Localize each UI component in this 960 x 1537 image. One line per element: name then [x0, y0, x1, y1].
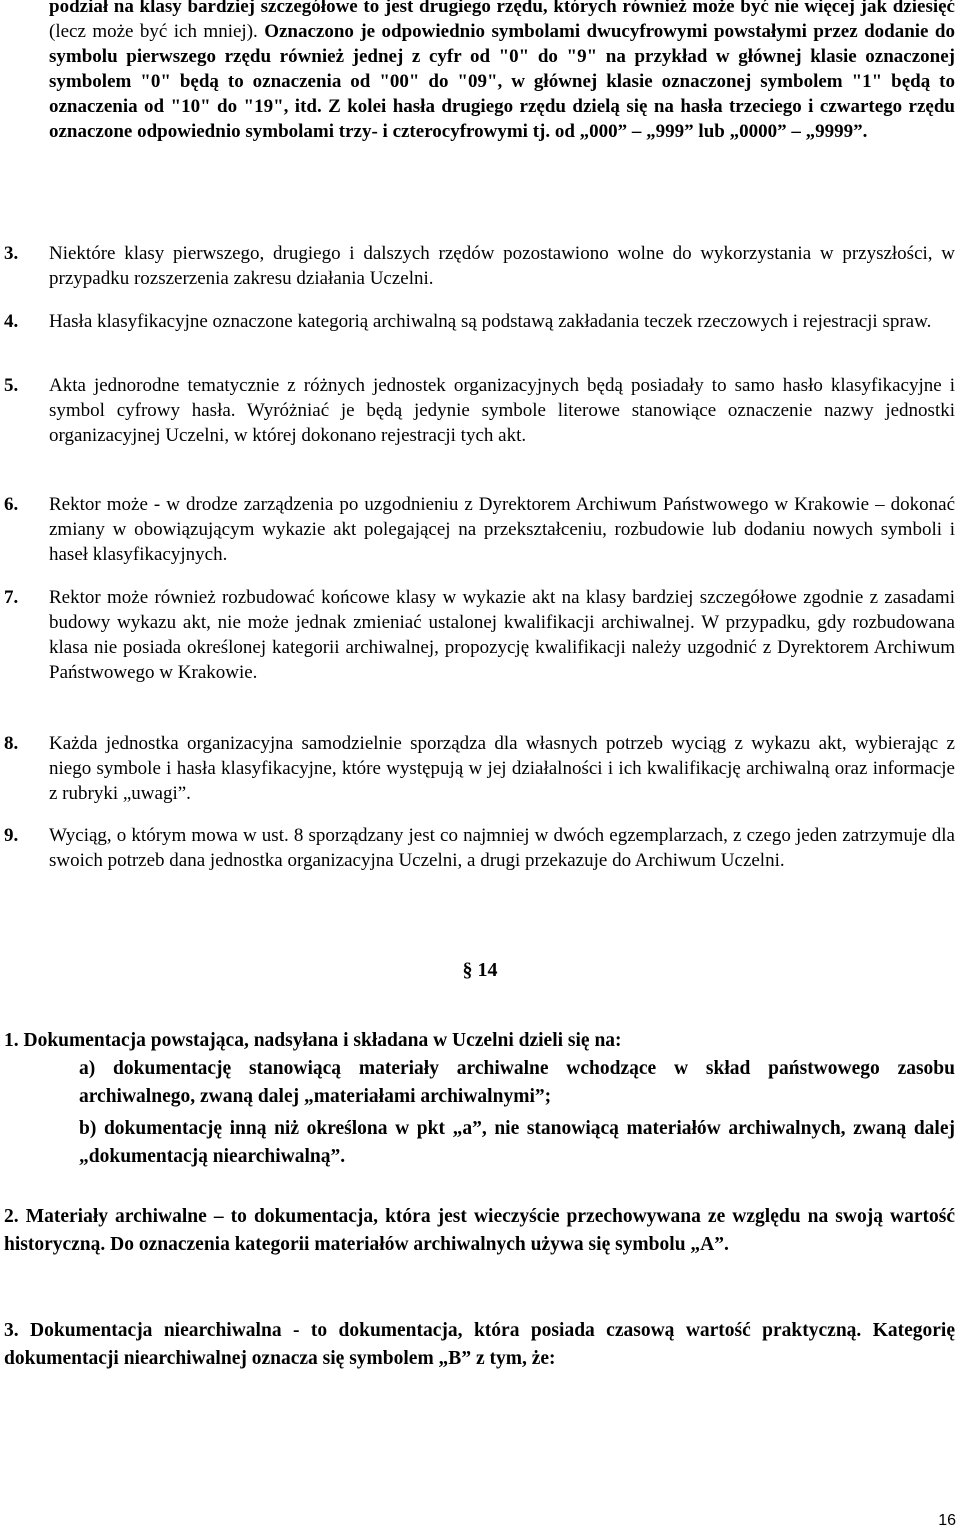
list-item-text: Rektor może również rozbudować końcowe klasy w wykazie akt na klasy bardziej szczegółowe zgodnie z zasadami budowy wykazu akt, nie może jednak zmieniać ustalonej kwalifikacji archiwalnej. W przypadku, gdy rozbudowana klasa nie posiada określonej kategorii archiwalnej, propozycję kwalifikacji należy uzgodnić z Dyrektorem Archiwum Państwowego w Krakowie. [49, 587, 955, 683]
list-item-number: 8. [4, 733, 19, 754]
list-item-number: 4. [4, 311, 19, 332]
list-item-number: 3. [4, 243, 19, 264]
section-subitem-a: a) dokumentację stanowiącą materiały archiwalne wchodzące w skład państwowego zasobu archiwalnego, zwaną dalej „materiałami archiwalnymi”; [79, 1058, 955, 1107]
list-item-7 [4, 585, 955, 685]
list-item-number: 6. [4, 494, 19, 515]
intro-bold-rest: Oznaczono je odpowiednio symbolami dwucyfrowymi powstałymi przez dodanie do symbolu pierwszego rzędu również jednej z cyfr od "0" do "9" na przykład w głównej klasie oznaczonej symbolem "0" będą to oznaczenia od "00" do "09", w głównej klasie oznaczonej symbolem "1" będą to oznaczenia od "10" do "19", itd. Z kolei hasła drugiego rzędu dzielą się na hasła trzeciego i czwartego rzędu oznaczone odpowiednio symbolami trzy- i czterocyfrowymi tj. od „000” – „999” lub „0000” – „9999”. [49, 21, 955, 142]
list-item-text: Wyciąg, o którym mowa w ust. 8 sporządzany jest co najmniej w dwóch egzemplarzach, z czego jeden zatrzymuje dla swoich potrzeb dana jednostka organizacyjna Uczelni, a drugi przekazuje do Archiwum Uczelni. [49, 825, 955, 871]
list-item-text: Niektóre klasy pierwszego, drugiego i dalszych rzędów pozostawiono wolne do wykorzystania w przyszłości, w przypadku rozszerzenia zakresu działania Uczelni. [49, 243, 955, 289]
section-paragraph-3: 3. Dokumentacja niearchiwalna - to dokumentacja, która posiada czasową wartość praktyczną. Kategorię dokumentacji niearchiwalnej oznacza się symbolem „B” z tym, że: [4, 1320, 955, 1369]
list-item-number: 9. [4, 825, 19, 846]
intro-bold-part: podział na klasy bardziej szczegółowe to jest drugiego rzędu, których również może być nie więcej jak dziesięć [49, 0, 955, 17]
list-item-6 [4, 492, 955, 567]
list-item-9 [4, 823, 955, 873]
list-item-5 [4, 373, 955, 448]
list-item-text: Rektor może - w drodze zarządzenia po uzgodnieniu z Dyrektorem Archiwum Państwowego w Krakowie – dokonać zmiany w obowiązującym wykazie akt polegającej na przekształceniu, rozbudowie lub dodaniu nowych symboli i haseł klasyfikacyjnych. [49, 494, 955, 565]
list-item-text: Hasła klasyfikacyjne oznaczone kategorią archiwalną są podstawą zakładania teczek rzeczowych i rejestracji spraw. [49, 311, 932, 332]
section-heading: § 14 [462, 959, 498, 981]
list-item-text: Każda jednostka organizacyjna samodzielnie sporządza dla własnych potrzeb wyciąg z wykazu akt, wybierając z niego symbole i hasła klasyfikacyjne, które występują w jej działalności i ich kwalifikację archiwalną oraz informacje z rubryki „uwagi”. [49, 733, 955, 804]
intro-paragraph [49, 0, 955, 144]
list-item-4 [4, 309, 955, 334]
list-item-number: 5. [4, 375, 19, 396]
section-paragraph-1: 1. Dokumentacja powstająca, nadsyłana i składana w Uczelni dzieli się na: [4, 1030, 622, 1051]
section-paragraph-2: 2. Materiały archiwalne – to dokumentacja, która jest wieczyście przechowywana ze względu na swoją wartość historyczną. Do oznaczenia kategorii materiałów archiwalnych używa się symbolu „A”. [4, 1206, 955, 1255]
list-item-8 [4, 731, 955, 806]
intro-normal-part: (lecz może być ich mniej). [49, 21, 265, 42]
page-number: 16 [938, 1512, 956, 1529]
list-item-3 [4, 241, 955, 291]
list-item-text: Akta jednorodne tematycznie z różnych jednostek organizacyjnych będą posiadały to samo hasło klasyfikacyjne i symbol cyfrowy hasła. Wyróżniać je będą jedynie symbole literowe stanowiące oznaczenie nazwy jednostki organizacyjnej Uczelni, w której dokonano rejestracji tych akt. [49, 375, 955, 446]
section-subitem-b: b) dokumentację inną niż określona w pkt „a”, nie stanowiącą materiałów archiwalnych, zwaną dalej „dokumentacją niearchiwalną”. [79, 1118, 955, 1167]
list-item-number: 7. [4, 587, 19, 608]
